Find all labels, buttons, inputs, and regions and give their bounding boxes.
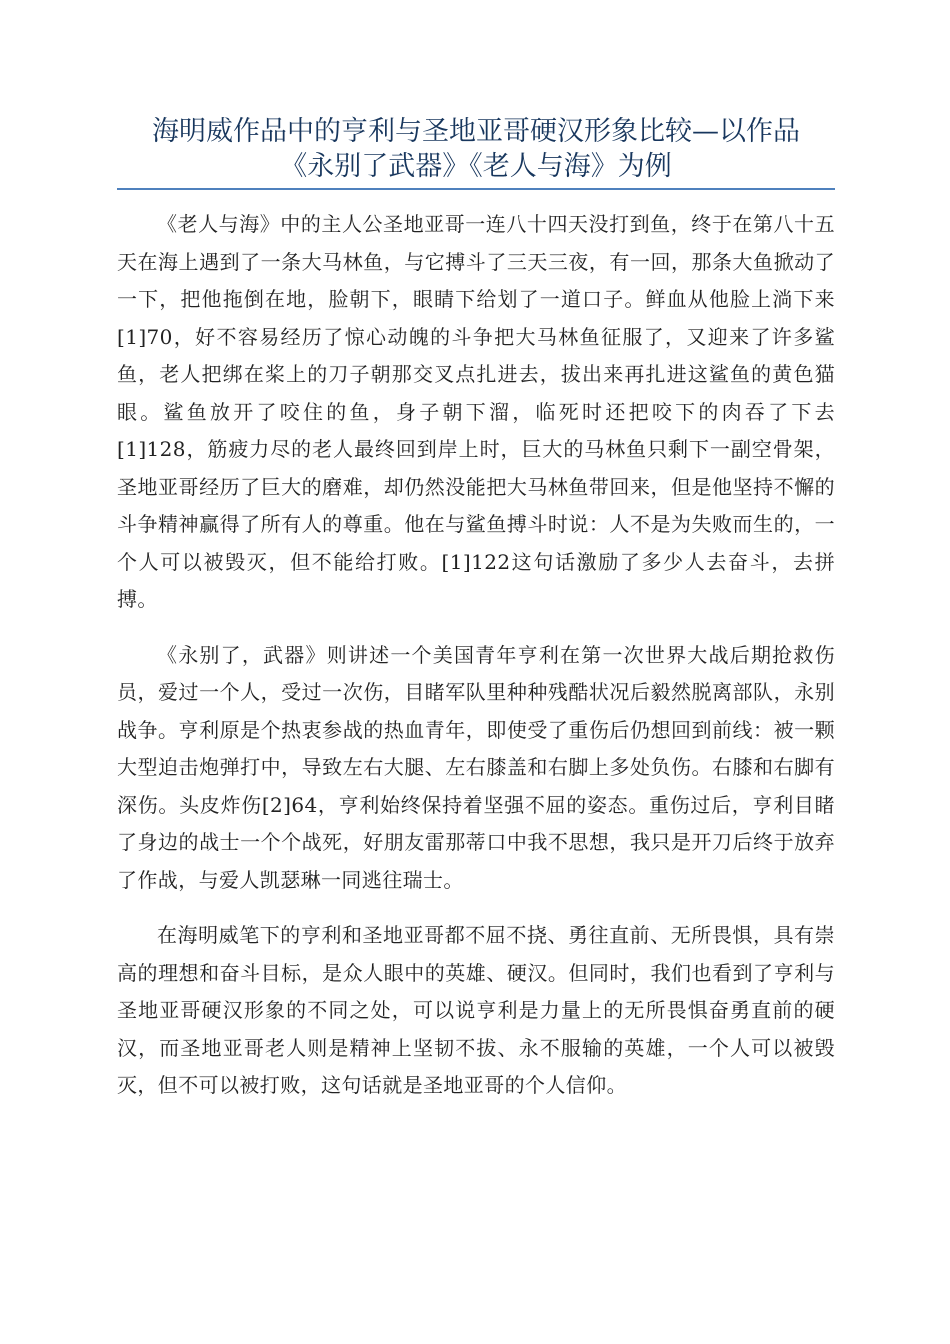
paragraph-farewell-to-arms: 《永别了，武器》则讲述一个美国青年亨利在第一次世界大战后期抢救伤员，爱过一个人，受过一次伤，目睹军队里种种残酷状况后毅然脱离部队，永别战争。亨利原是个热衷参战的热血青年，即使受了重伤后仍想回到前线：被一颗大型迫击炮弹打中，导致左右大腿、左右膝盖和右脚上多处负伤。右膝和右脚有深伤。头皮炸伤[2]64，亨利始终保持着坚强不屈的姿态。重伤过后，亨利目睹了身边的战士一个个战死，好朋友雷那蒂口中我不思想，我只是开刀后终于放弃了作战，与爱人凯瑟琳一同逃往瑞士。 (117, 642, 835, 892)
title-line-1: 海明威作品中的亨利与圣地亚哥硬汉形象比较—以作品 (152, 116, 800, 147)
paragraph-old-man-and-the-sea: 《老人与海》中的主人公圣地亚哥一连八十四天没打到鱼，终于在第八十五天在海上遇到了一条大马林鱼，与它搏斗了三天三夜，有一回，那条大鱼掀动了一下，把他拖倒在地，脸朝下，眼睛下给划了一道口子。鲜血从他脸上淌下来[1]70，好不容易经历了惊心动魄的斗争把大马林鱼征服了，又迎来了许多鲨鱼，老人把绑在桨上的刀子朝那交叉点扎进去，拔出来再扎进这鲨鱼的黄色猫眼。鲨鱼放开了咬住的鱼，身子朝下溜，临死时还把咬下的肉吞了下去[1]128，筋疲力尽的老人最终回到岸上时，巨大的马林鱼只剩下一副空骨架，圣地亚哥经历了巨大的磨难，却仍然没能把大马林鱼带回来，但是他坚持不懈的斗争精神赢得了所有人的尊重。他在与鲨鱼搏斗时说：人不是为失败而生的，一个人可以被毁灭，但不能给打败。[1]122这句话激励了多少人去奋斗，去拼搏。 (117, 212, 835, 611)
document-title (117, 114, 835, 190)
title-line-2: 《永别了武器》《老人与海》为例 (280, 151, 672, 182)
document-body (117, 206, 835, 1123)
paragraph-comparison: 在海明威笔下的亨利和圣地亚哥都不屈不挠、勇往直前、无所畏惧，具有崇高的理想和奋斗目标，是众人眼中的英雄、硬汉。但同时，我们也看到了亨利与圣地亚哥硬汉形象的不同之处，可以说亨利是力量上的无所畏惧奋勇直前的硬汉，而圣地亚哥老人则是精神上坚韧不拔、永不服输的英雄，一个人可以被毁灭，但不可以被打败，这句话就是圣地亚哥的个人信仰。 (117, 923, 835, 1097)
